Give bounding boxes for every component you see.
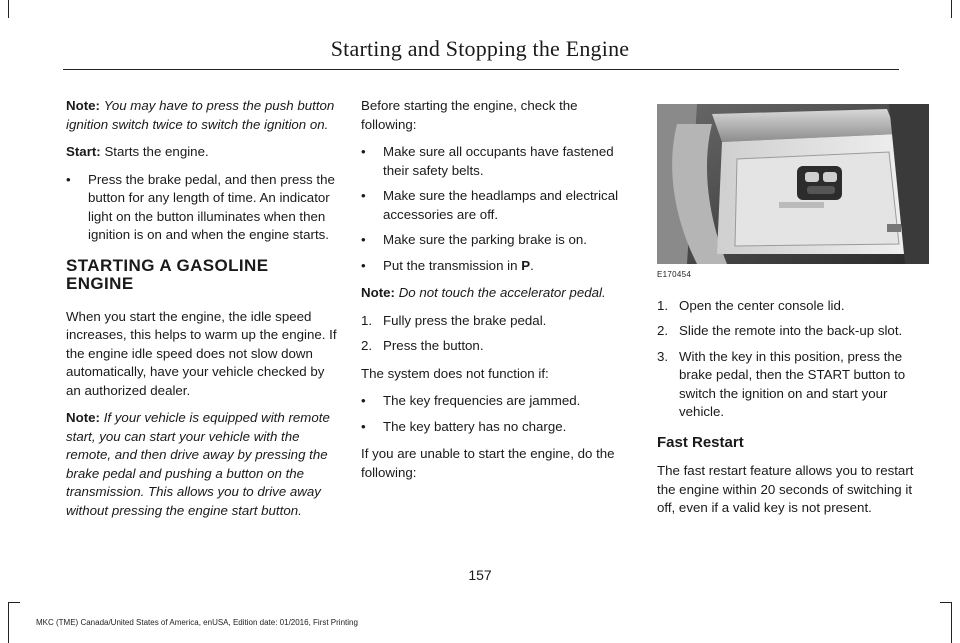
list-item xyxy=(361,143,633,180)
bullet-marker: • xyxy=(361,257,366,273)
list-item xyxy=(361,312,633,331)
note-text: You may have to press the push button ignition switch twice to switch the ignition on. xyxy=(66,98,335,132)
fast-restart-paragraph: The fast restart feature allows you to restart the engine within 20 seconds of switching it off, even if a valid key is not present. xyxy=(657,463,914,515)
crop-mark xyxy=(951,602,952,643)
column-3 xyxy=(657,97,932,527)
column-2 xyxy=(361,97,633,491)
start-definition xyxy=(66,143,338,162)
list-item-text: Fully press the brake pedal. xyxy=(383,312,547,328)
check-intro: Before starting the engine, check the following: xyxy=(361,98,578,132)
list-item xyxy=(361,257,633,276)
console-photo xyxy=(657,104,929,264)
crop-mark xyxy=(940,602,952,603)
list-item xyxy=(361,392,633,411)
list-item-text: Make sure all occupants have fastened their safety belts. xyxy=(383,144,614,178)
list-item xyxy=(657,322,932,341)
step-number: 1. xyxy=(657,297,669,313)
note-accelerator xyxy=(361,284,633,303)
note-remote-start xyxy=(66,409,338,520)
check-list xyxy=(361,143,633,275)
start-label: Start: xyxy=(66,144,101,159)
list-item-text: The key frequencies are jammed. xyxy=(383,393,581,408)
note-label: Note: xyxy=(66,98,100,113)
start-bullets xyxy=(66,171,338,245)
bullet-marker: • xyxy=(66,171,71,187)
period: . xyxy=(530,257,534,273)
list-item-text: The key battery has no charge. xyxy=(383,418,567,434)
page-title: Starting and Stopping the Engine xyxy=(330,36,630,61)
list-item-text: Put the transmission in xyxy=(383,257,518,273)
note-text: Do not touch the accelerator pedal. xyxy=(398,285,606,300)
step-number: 2. xyxy=(657,323,669,338)
list-item-text: With the key in this position, press the brake pedal, then the START button to switch the ignition on and start your vehicle. xyxy=(679,348,906,419)
crop-mark xyxy=(8,0,9,18)
list-item-text: Press the brake pedal, and then press the button for any length of time. An indicator light on the button illuminates when then ignition is on and when the engine starts. xyxy=(88,171,335,242)
section-heading-gasoline: STARTING A GASOLINE ENGINE xyxy=(66,255,269,293)
bullet-marker: • xyxy=(361,393,366,408)
step-number: 2. xyxy=(361,338,373,353)
fail-list xyxy=(361,392,633,436)
list-item xyxy=(66,171,338,245)
list-item xyxy=(361,418,633,437)
step-number: 3. xyxy=(657,348,669,364)
list-item xyxy=(361,231,633,250)
list-item xyxy=(657,297,932,316)
list-item xyxy=(361,187,633,224)
list-item xyxy=(361,337,633,356)
page-number: 157 xyxy=(468,567,492,583)
note-label: Note: xyxy=(66,410,100,425)
outro: If you are unable to start the engine, do the following: xyxy=(361,446,615,480)
console-illustration xyxy=(657,104,929,264)
step-number: 1. xyxy=(361,312,373,328)
list-item xyxy=(657,348,932,422)
list-item-text: Make sure the parking brake is on. xyxy=(383,232,587,247)
gear-p: P xyxy=(521,257,531,273)
gasoline-paragraph: When you start the engine, the idle speed increases, this helps to warm up the engine. If the engine idle speed does not slow down automatically, have your vehicle checked by an authorized dealer. xyxy=(66,308,337,398)
bullet-marker: • xyxy=(361,188,366,203)
list-item-text: Open the center console lid. xyxy=(679,297,845,313)
bullet-marker: • xyxy=(361,418,366,434)
list-item-text: Slide the remote into the back-up slot. xyxy=(679,323,903,338)
footer-edition: MKC (TME) Canada/United States of America, enUSA, Edition date: 01/2016, First Printing xyxy=(36,618,358,627)
crop-mark xyxy=(8,602,20,603)
crop-mark xyxy=(951,0,952,18)
column-1 xyxy=(66,97,338,529)
bullet-marker: • xyxy=(361,144,366,159)
note-label: Note: xyxy=(361,285,395,300)
bullet-marker: • xyxy=(361,232,366,247)
start-steps xyxy=(361,312,633,356)
console-steps xyxy=(657,297,932,422)
section-heading-fast-restart: Fast Restart xyxy=(657,433,744,451)
list-item-text: Press the button. xyxy=(383,338,484,353)
fail-intro: The system does not function if: xyxy=(361,365,549,381)
start-text: Starts the engine. xyxy=(104,144,209,159)
image-code: E170454 xyxy=(657,270,692,279)
header-rule xyxy=(63,69,899,70)
note-text: If your vehicle is equipped with remote start, you can start your vehicle with the remote, and then drive away by pressing the brake pedal and pushing a button on the transmission. This allows you to drive away without pressing the engine start button. xyxy=(66,410,330,518)
list-item-text: Make sure the headlamps and electrical accessories are off. xyxy=(383,188,619,222)
crop-mark xyxy=(8,602,9,643)
note-ignition xyxy=(66,97,338,134)
